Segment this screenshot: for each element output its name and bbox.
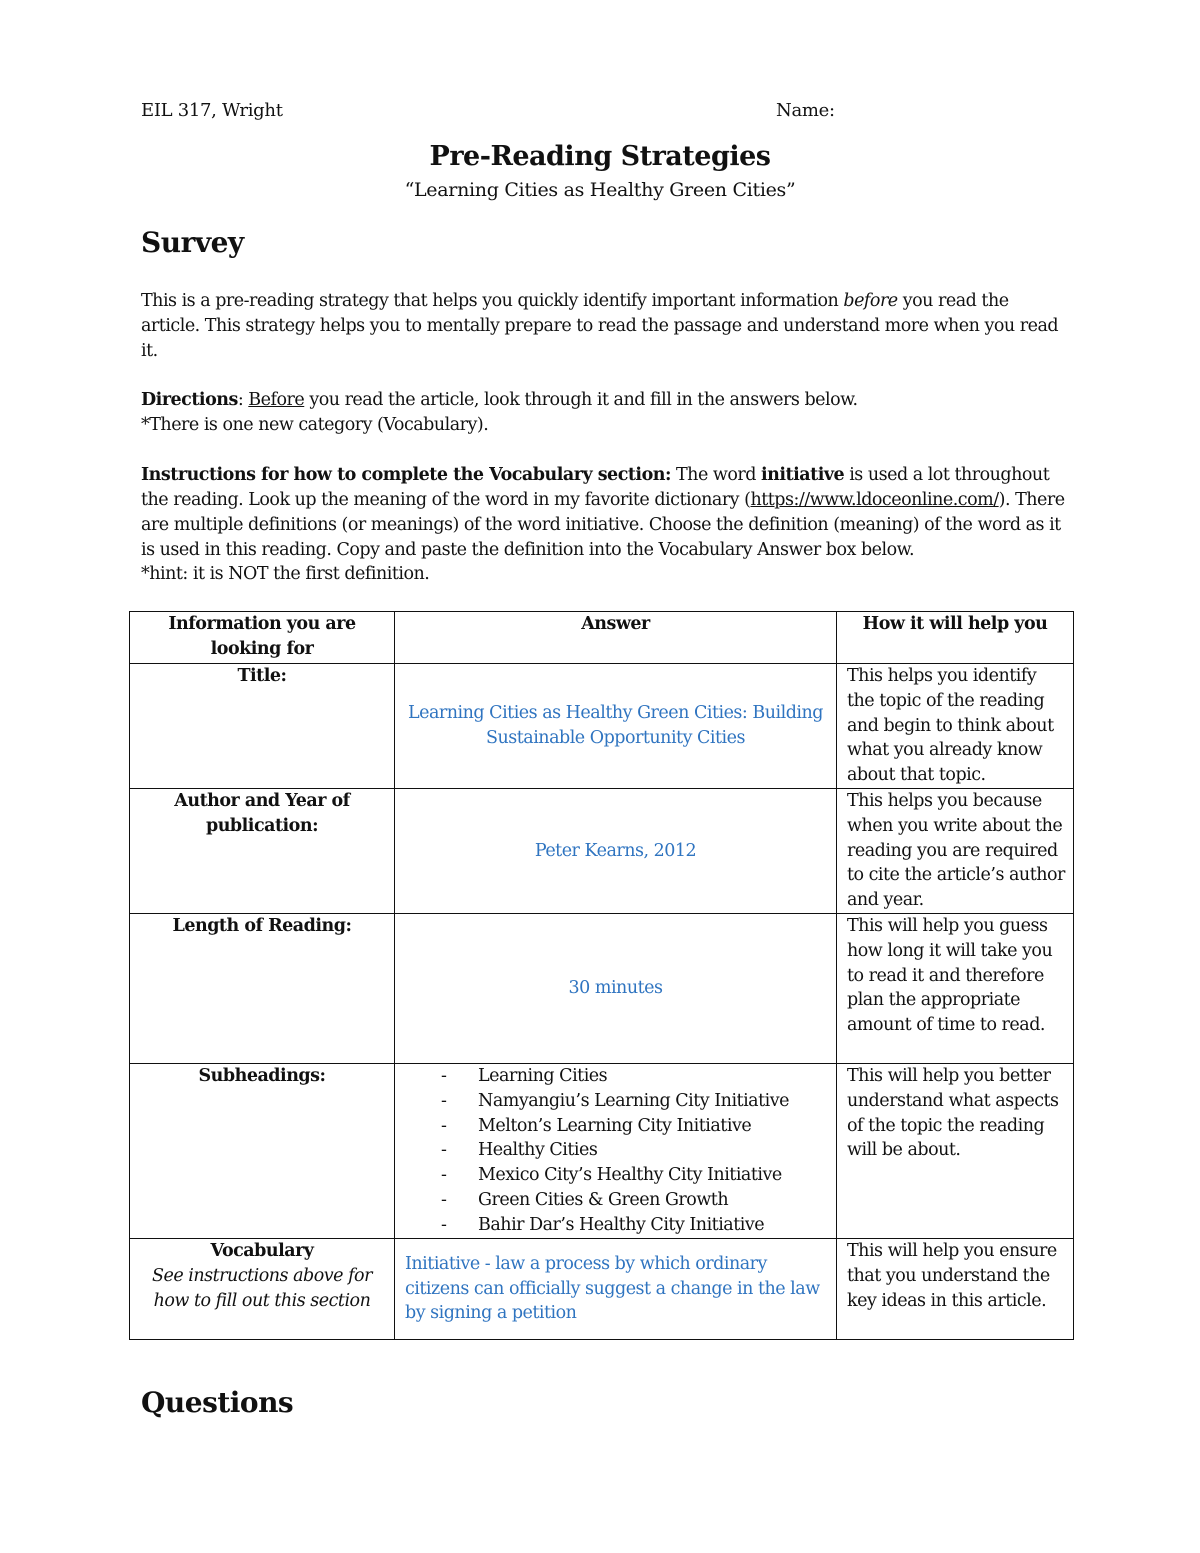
- questions-heading: Questions: [141, 1386, 294, 1419]
- list-item: - Melton’s Learning City Initiative: [441, 1114, 828, 1139]
- info-table: [129, 611, 1074, 1340]
- survey-intro: This is a pre-reading strategy that helps you quickly identify important information before you read the article. This strategy helps you to mentally prepare to read the passage and understand more when you read it.: [141, 291, 1059, 361]
- row-label-vocabulary: [130, 1239, 395, 1340]
- name-label: Name:: [776, 100, 835, 121]
- help-length: This will help you guess how long it will take you to read it and therefore plan the appropriate amount of time to read.: [837, 914, 1074, 1064]
- vocab-instructions: Instructions for how to complete the Vocabulary section: The word initiative is used a lot throughout the reading. Look up the meaning of the word in my favorite dictionary (https://www.ldoceonline.com/). There are multiple definitions (or meanings) of the word initiative. Choose the definition (meaning) of the word as it is used in this reading. Copy and paste the definition into the Vocabulary Answer box below.: [141, 465, 1065, 560]
- intro-emphasis: before: [843, 291, 898, 311]
- dictionary-link[interactable]: https://www.ldoceonline.com/: [750, 490, 999, 510]
- help-vocabulary: This will help you ensure that you understand the key ideas in this article.: [837, 1239, 1074, 1340]
- answer-vocabulary[interactable]: Initiative - law a process by which ordinary citizens can officially suggest a change in the law by signing a petition: [395, 1239, 837, 1340]
- vocabulary-label: Vocabulary: [210, 1241, 314, 1261]
- table-row: [130, 1239, 1074, 1340]
- help-subheadings: This will help you better understand what aspects of the topic the reading will be about.: [837, 1064, 1074, 1239]
- vocabulary-sublabel: See instructions above for how to fill out this section: [152, 1265, 372, 1311]
- answer-length[interactable]: 30 minutes: [395, 914, 837, 1064]
- table-row: [130, 664, 1074, 789]
- list-item: - Learning Cities: [441, 1064, 828, 1089]
- header-info: Information you are looking for: [130, 612, 395, 664]
- page-subtitle: “Learning Cities as Healthy Green Cities”: [404, 179, 796, 201]
- answer-subheadings[interactable]: [395, 1064, 837, 1239]
- vocab-word: initiative: [761, 465, 845, 485]
- new-category-note: *There is one new category (Vocabulary).: [141, 415, 489, 435]
- row-label-length: Length of Reading:: [130, 914, 395, 1064]
- answer-title[interactable]: Learning Cities as Healthy Green Cities: Building Sustainable Opportunity Cities: [395, 664, 837, 789]
- table-row: [130, 789, 1074, 914]
- list-item: - Namyangiu’s Learning City Initiative: [441, 1089, 828, 1114]
- table-row: [130, 914, 1074, 1064]
- list-item: - Bahir Dar’s Healthy City Initiative: [441, 1213, 828, 1238]
- directions-label: Directions: [141, 390, 238, 410]
- row-label-author: Author and Year of publication:: [130, 789, 395, 914]
- course-label: EIL 317, Wright: [141, 100, 283, 121]
- header-answer: Answer: [395, 612, 837, 664]
- header-help: How it will help you: [837, 612, 1074, 664]
- table-header-row: [130, 612, 1074, 664]
- subheadings-list: [403, 1064, 828, 1238]
- help-title: This helps you identify the topic of the reading and begin to think about what you already know about that topic.: [837, 664, 1074, 789]
- page-title: Pre-Reading Strategies: [429, 141, 771, 172]
- directions-before: Before: [248, 390, 305, 410]
- list-item: - Mexico City’s Healthy City Initiative: [441, 1163, 828, 1188]
- hint: *hint: it is NOT the first definition.: [141, 564, 430, 584]
- list-item: - Healthy Cities: [441, 1138, 828, 1163]
- survey-heading: Survey: [141, 226, 244, 259]
- row-label-title: Title:: [130, 664, 395, 789]
- directions: Directions: Before you read the article, look through it and fill in the answers below.: [141, 390, 858, 410]
- row-label-subheadings: Subheadings:: [130, 1064, 395, 1239]
- list-item: - Green Cities & Green Growth: [441, 1188, 828, 1213]
- table-row: [130, 1064, 1074, 1239]
- help-author: This helps you because when you write about the reading you are required to cite the article’s author and year.: [837, 789, 1074, 914]
- vocab-instructions-label: Instructions for how to complete the Vocabulary section:: [141, 465, 671, 485]
- answer-author[interactable]: Peter Kearns, 2012: [395, 789, 837, 914]
